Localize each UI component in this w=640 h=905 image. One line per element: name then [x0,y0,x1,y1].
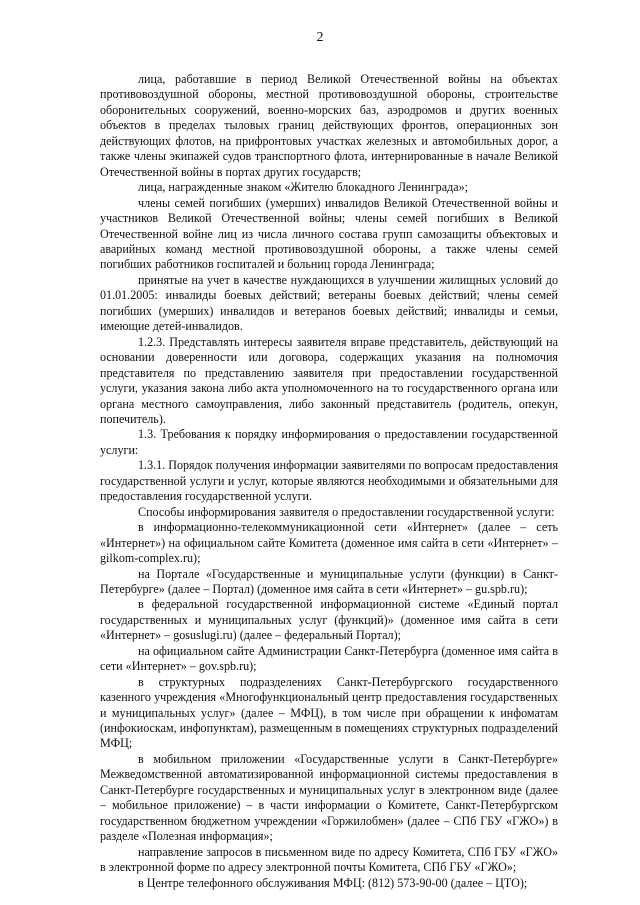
paragraph-family-members: члены семей погибших (умерших) инвалидов Великой Отечественной войны и участников Великой Отечественной войны; члены семей погибших в Великой Отечественной войне лиц из числа личного состава групп самозащиты объектовых и аварийных команд местной противовоздушной обороны, а также члены семей погибших работников госпиталей и больниц города Ленинграда; [100,195,558,272]
paragraph-1-2-3: 1.2.3. Представлять интересы заявителя вправе представитель, действующий на основании доверенности или договора, содержащих указания на полномочия представителя по представлению заявителя при предоставлении государственной услуги, указания закона либо акта уполномоченного на то государственного органа или органа местного самоуправления, либо законный представитель (родитель, опекун, попечитель). [100,334,558,426]
paragraph-mobile-app: в мобильном приложении «Государственные услуги в Санкт-Петербурге» Межведомственной автоматизированной информационной системы предоставления в Санкт-Петербурге государственных и муниципальных услуг в электронном виде (далее – мобильное приложение) – в части информации о Комитете, Санкт-Петербургском государственном бюджетном учреждении «Горжилобмен» (далее – СПб ГБУ «ГЖО») в разделе «Полезная информация»; [100,751,558,844]
document-body [100,72,558,891]
paragraph-1-3: 1.3. Требования к порядку информирования о предоставлении государственной услуги: [100,427,558,457]
paragraph-registered-before-2005: принятые на учет в качестве нуждающихся в улучшении жилищных условий до 01.01.2005: инвалиды боевых действий; ветераны боевых действий; члены семей погибших (умерших) инвалидов и ветеранов боевых действий; инвалиды и семьи, имеющие детей-инвалидов. [100,272,558,334]
paragraph-call-center: в Центре телефонного обслуживания МФЦ: (812) 573-90-00 (далее – ЦТО); [138,875,528,890]
paragraph-blockade-badge: лица, награжденные знаком «Жителю блокадного Ленинграда»; [138,180,469,195]
paragraph-mfc: в структурных подразделениях Санкт-Петербургского государственного казенного учреждения «Многофункциональный центр предоставления государственных и муниципальных услуг» (далее – МФЦ), в том числе при обращении к инфоматам (инфокиоскам, инфопунктам), размещенным в помещениях структурных подразделений МФЦ; [100,674,558,751]
paragraph-committee-site: в информационно-телекоммуникационной сети «Интернет» (далее – сеть «Интернет») на официальном сайте Комитета (доменное имя сайта в сети «Интернет» – gilkom-complex.ru); [100,520,558,566]
paragraph-written-requests: направление запросов в письменном виде по адресу Комитета, СПб ГБУ «ГЖО» в электронной форме по адресу электронной почты Комитета, СПб ГБУ «ГЖО»; [100,844,558,875]
paragraph-portal: на Портале «Государственные и муниципальные услуги (функции) в Санкт-Петербурге» (далее – Портал) (доменное имя сайта в сети «Интернет» – gu.spb.ru); [100,566,558,596]
paragraph-federal-portal: в федеральной государственной информационной системе «Единый портал государственных и муниципальных услуг (функций)» (доменное имя сайта в сети «Интернет» – gosuslugi.ru) (далее – федеральный Портал); [100,597,558,643]
paragraph-wartime-workers: лица, работавшие в период Великой Отечественной войны на объектах противовоздушной обороны, местной противовоздушной обороны, строительстве оборонительных сооружений, военно-морских баз, аэродромов и других военных объектов в пределах тыловых границ действующих фронтов, операционных зон действующих флотов, на прифронтовых участках железных и автомобильных дорог, а также члены экипажей судов транспортного флота, интернированные в начале Великой Отечественной войны в портах других государств; [100,72,558,179]
paragraph-1-3-1: 1.3.1. Порядок получения информации заявителями по вопросам предоставления государственной услуги и услуг, которые являются необходимыми и обязательными для предоставления государственной услуги. [100,458,559,504]
page-number: 2 [316,30,324,45]
paragraph-info-methods: Способы информирования заявителя о предоставлении государственной услуги: [138,504,555,519]
paragraph-administration-site: на официальном сайте Администрации Санкт-Петербурга (доменное имя сайта в сети «Интернет» – gov.spb.ru); [100,643,558,674]
